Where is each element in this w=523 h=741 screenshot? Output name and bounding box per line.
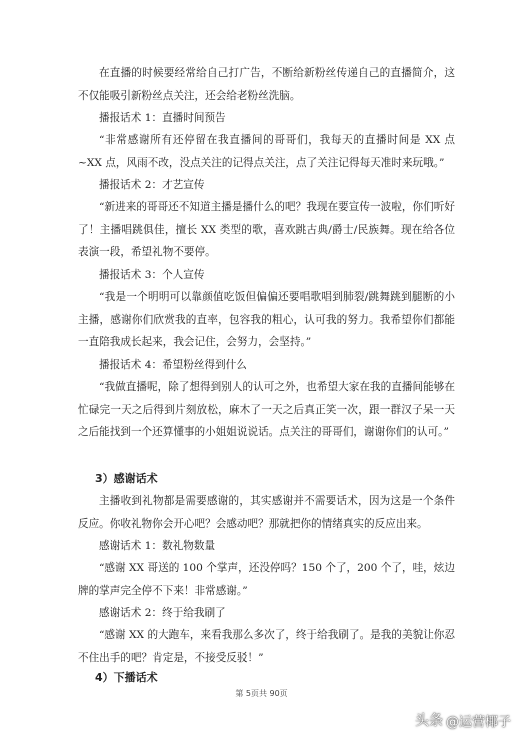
paragraph-thanks-intro: 主播收到礼物都是需要感谢的，其实感谢并不需要话术，因为这是一个条件反应。你收礼物你会开心吧？会感动吧？那就把你的情绪真实的反应出来。 [78, 495, 455, 530]
paragraph-broadcast-4-body: “我做直播呢，除了想得到别人的认可之外，也希望大家在我的直播间能够在忙碌完一天之后得到片刻放松，麻木了一天之后真正笑一次，跟一群汉子呆一天之后能找到一个还算懂事的小姐姐说说话。点关注的哥哥们，谢谢你们的认可。” [78, 381, 455, 438]
paragraph-broadcast-1-title: 播报话术 1：直播时间预告 [99, 112, 226, 124]
paragraph-broadcast-3-body: “我是一个明明可以靠颜值吃饭但偏偏还要唱歌唱到肺裂/跳舞跳到腿断的小主播，感谢你们欣赏我的直率，包容我的粗心，认可我的努力。我希望你们都能一直陪我成长起来，我会记住，会努力，会坚持。” [78, 291, 455, 348]
paragraph-broadcast-3-title: 播报话术 3：个人宣传 [99, 269, 205, 281]
paragraph-thanks-2-body: “感谢 XX 的大跑车，来看我那么多次了，终于给我刷了。是我的美貌让你忍不住出手的吧？肯定是，不接受反驳！” [78, 629, 455, 664]
paragraph-broadcast-2-title: 播报话术 2：才艺宣传 [99, 179, 205, 191]
paragraph-thanks-1-body: “感谢 XX 哥送的 100 个掌声，还没停吗？150 个了，200 个了，哇，炫边牌的掌声完全停不下来！非常感谢。” [78, 562, 455, 597]
paragraph-intro: 在直播的时候要经常给自己打广告，不断给新粉丝传递自己的直播简介，这不仅能吸引新粉丝点关注，还会给老粉丝洗脑。 [78, 67, 455, 102]
heading-offline: 4）下播话术 [95, 671, 158, 684]
heading-thanks: 3）感谢话术 [95, 472, 158, 485]
paragraph-broadcast-2-body: “新进来的哥哥还不知道主播是播什么的吧？我现在要宣传一波啦，你们听好了！主播唱跳俱佳，擅长 XX 类型的歌，喜欢跳古典/爵士/民族舞。现在给各位表演一段，希望礼物不要停。 [78, 201, 455, 258]
paragraph-broadcast-4-title: 播报话术 4：希望粉丝得到什么 [99, 359, 247, 371]
watermark-platform: 头条 [414, 713, 443, 729]
watermark-handle: @运营椰子 [445, 714, 511, 730]
page-footer: 第 5页共 90页 [235, 689, 288, 698]
paragraph-thanks-2-title: 感谢话术 2：终于给我刷了 [99, 607, 226, 619]
paragraph-thanks-1-title: 感谢话术 1：数礼物数量 [99, 540, 216, 552]
watermark [415, 710, 511, 730]
paragraph-broadcast-1-body: “非常感谢所有还停留在我直播间的哥哥们，我每天的直播时间是 XX 点~XX 点，风雨不改，没点关注的记得点关注，点了关注记得每天准时来玩哦。” [78, 134, 455, 169]
